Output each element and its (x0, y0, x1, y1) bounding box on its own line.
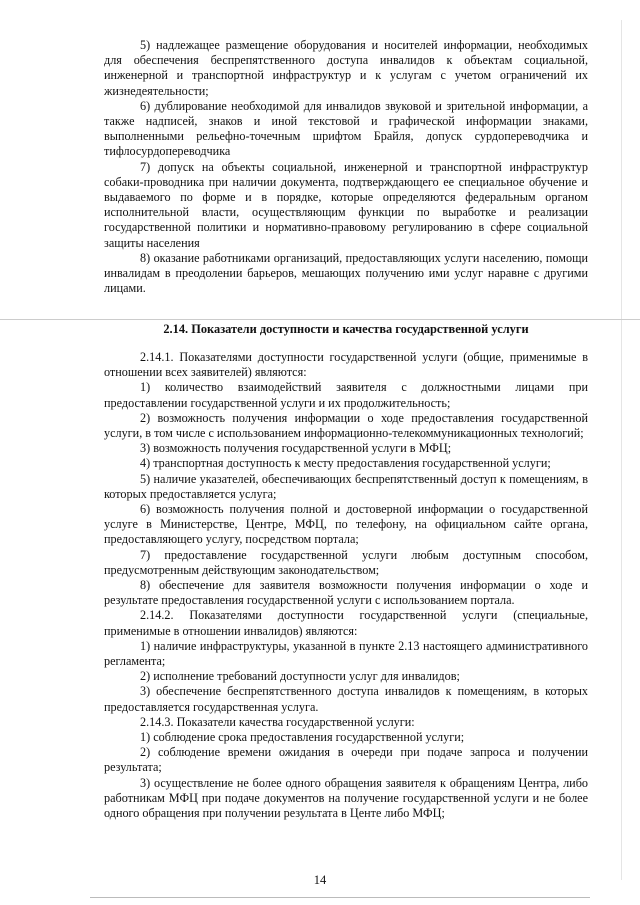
main-text-block (104, 350, 588, 821)
paragraph: 4) транспортная доступность к месту предоставления государственной услуги; (140, 456, 551, 471)
scan-footer-line (90, 897, 590, 898)
paragraph: 7) предоставление государственной услуги любым доступным способом, предусмотренным действующим законодательством; (104, 547, 588, 577)
paragraph: 2.14.2. Показателями доступности государственной услуги (специальные, применимые в отношении инвалидов) являются: (104, 608, 588, 638)
paragraph: 8) обеспечение для заявителя возможности получения информации о ходе и результате предоставления государственной услуги с использованием портала. (104, 578, 588, 608)
scan-divider-line (0, 319, 640, 320)
section-heading: 2.14. Показатели доступности и качества государственной услуги (163, 322, 529, 336)
paragraph: 2) возможность получения информации о ходе предоставления государственной услуги, в том числе с использованием информационно-телекоммуникационных технологий; (104, 410, 588, 441)
paragraph: 1) наличие инфраструктуры, указанной в пункте 2.13 настоящего административного регламента; (104, 638, 588, 669)
paragraph: 2.14.1. Показателями доступности государственной услуги (общие, применимые в отношении всех заявителей) являются: (104, 350, 588, 380)
paragraph: 1) соблюдение срока предоставления государственной услуги; (140, 730, 465, 745)
paragraph: 3) осуществление не более одного обращения заявителя к обращениям Центра, либо работникам МФЦ при подаче документов на получение государственной услуги и не более одного обращения при получении результата в Центе либо МФЦ; (104, 775, 588, 821)
scan-edge-line (621, 20, 622, 880)
paragraph: 7) допуск на объекты социальной, инженерной и транспортной инфраструктур собаки-проводника при наличии документа, подтверждающего ее специальное обучение и выдаваемого по форме и в порядке, которые определяются федеральным органом исполнительной власти, осуществляющим функции по выработке и реализации государственной политики и нормативно-правовому регулированию в сфере социальной защиты населения (104, 159, 588, 250)
paragraph: 6) возможность получения полной и достоверной информации о государственной услуге в Министерстве, Центре, МФЦ, по телефону, на официальном сайте органа, предоставляющего услугу, посредством портала; (104, 502, 588, 547)
paragraph: 3) обеспечение беспрепятственного доступа инвалидов к помещениям, в которых предоставляется государственная услуга. (104, 684, 588, 714)
top-text-block (104, 38, 588, 296)
paragraph: 5) наличие указателей, обеспечивающих беспрепятственный доступ к помещениям, в которых предоставляется услуга; (104, 471, 588, 501)
paragraph: 2.14.3. Показатели качества государственной услуги: (140, 714, 415, 729)
paragraph: 2) соблюдение времени ожидания в очереди при подаче запроса и получении результата; (104, 745, 588, 775)
paragraph: 5) надлежащее размещение оборудования и носителей информации, необходимых для обеспечения беспрепятственного доступа инвалидов к объектам социальной, инженерной и транспортной инфраструктур и к услугам с учетом ограничений их жизнедеятельности; (104, 38, 588, 98)
paragraph: 1) количество взаимодействий заявителя с должностными лицами при предоставлении государственной услуги и их продолжительность; (104, 380, 588, 410)
paragraph: 8) оказание работниками организаций, предоставляющих услуги населению, помощи инвалидам в преодолении барьеров, мешающих получению ими услуг наравне с другими лицами. (104, 250, 588, 296)
page-number: 14 (313, 873, 327, 887)
paragraph: 6) дублирование необходимой для инвалидов звуковой и зрительной информации, а также надписей, знаков и иной текстовой и графической информации знаками, выполненными рельефно-точечным шрифтом Брайля, допуск сурдопереводчика и тифлосурдопереводчика (104, 98, 588, 159)
paragraph: 2) исполнение требований доступности услуг для инвалидов; (140, 669, 460, 684)
paragraph: 3) возможность получения государственной услуги в МФЦ; (140, 441, 452, 456)
